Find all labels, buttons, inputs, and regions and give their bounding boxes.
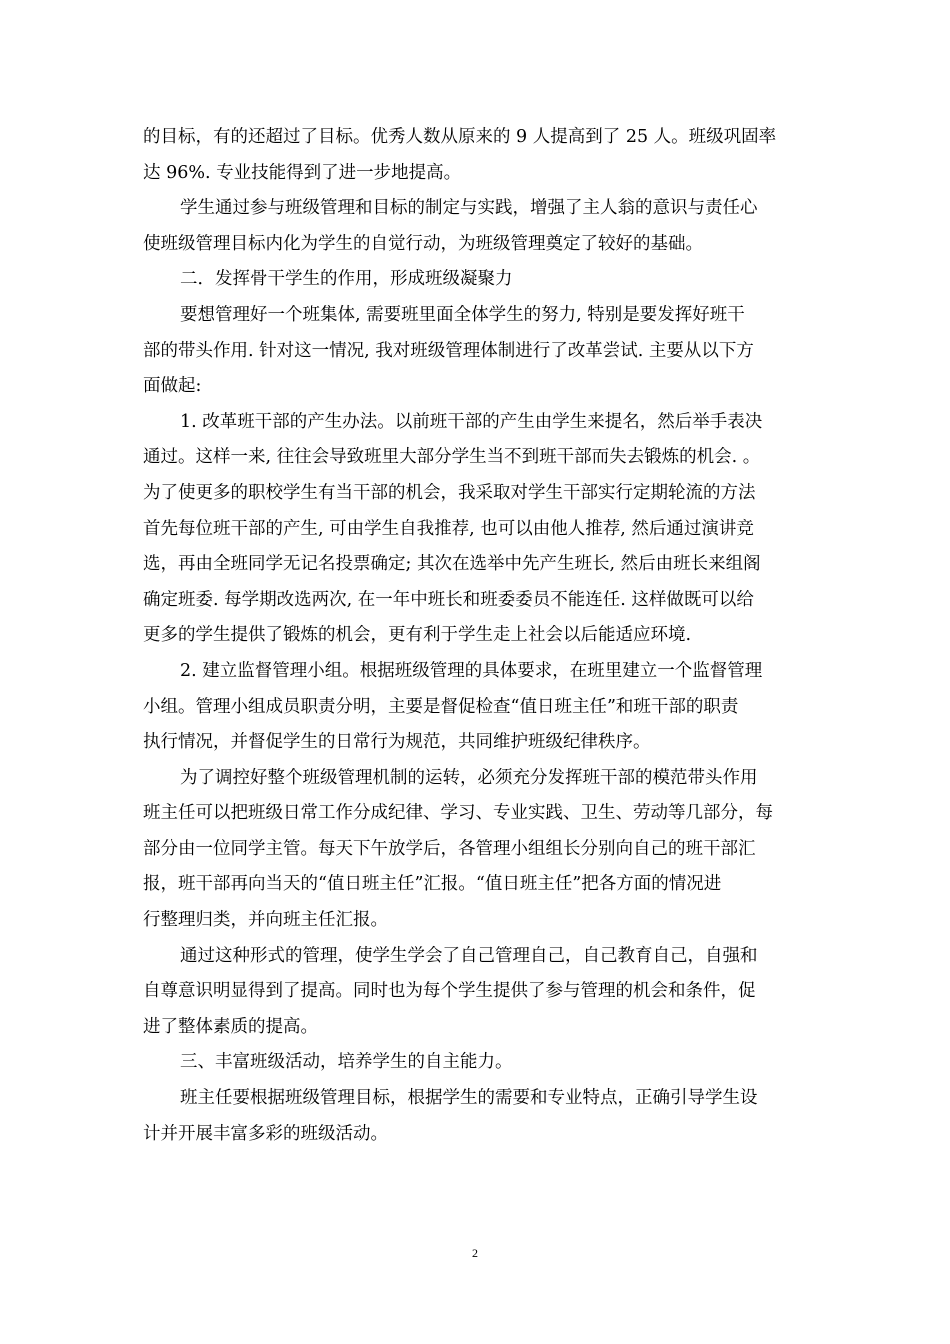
text-line: 行整理归类，并向班主任汇报。: [143, 910, 388, 931]
text-line: 进了整体素质的提高。: [143, 1016, 318, 1037]
text-line: 自尊意识明显得到了提高。同时也为每个学生提供了参与管理的机会和条件，促: [143, 981, 756, 1002]
text-line: 通过。这样一来, 往往会导致班里大部分学生当不到班干部而失去锻炼的机会. 。: [143, 447, 761, 468]
text-line: 部的带头作用. 针对这一情况, 我对班级管理体制进行了改革尝试. 主要从以下方: [143, 340, 754, 361]
text-line: 执行情况，并督促学生的日常行为规范，共同维护班级纪律秩序。: [143, 732, 651, 753]
text-line: 班主任要根据班级管理目标，根据学生的需要和专业特点，正确引导学生设: [180, 1088, 758, 1109]
text-line: 为了调控好整个班级管理机制的运转，必须充分发挥班干部的模范带头作用: [180, 767, 758, 788]
text-line: 二．发挥骨干学生的作用，形成班级凝聚力: [180, 269, 513, 290]
text-line: 报，班干部再向当天的“值日班主任”汇报。“值日班主任”把各方面的情况进: [143, 874, 722, 895]
text-line: 1. 改革班干部的产生办法。以前班干部的产生由学生来提名，然后举手表决: [180, 411, 763, 432]
text-line: 确定班委. 每学期改选两次, 在一年中班长和班委委员不能连任. 这样做既可以给: [143, 589, 754, 610]
text-line: 达 96%. 专业技能得到了进一步地提高。: [143, 162, 462, 183]
text-line: 三、丰富班级活动，培养学生的自主能力。: [180, 1052, 513, 1073]
text-line: 2. 建立监督管理小组。根据班级管理的具体要求，在班里建立一个监督管理: [180, 660, 763, 681]
text-line: 计并开展丰富多彩的班级活动。: [143, 1123, 388, 1144]
text-line: 部分由一位同学主管。每天下午放学后，各管理小组组长分别向自己的班干部汇: [143, 838, 756, 859]
text-line: 的目标，有的还超过了目标。优秀人数从原来的 9 人提高到了 25 人。班级巩固率: [143, 127, 777, 147]
document-body: [143, 120, 809, 1152]
text-line: 学生通过参与班级管理和目标的制定与实践，增强了主人翁的意识与责任心: [180, 198, 758, 219]
text-line: 为了使更多的职校学生有当干部的机会，我采取对学生干部实行定期轮流的方法: [143, 482, 756, 503]
text-line: 选，再由全班同学无记名投票确定; 其次在选举中先产生班长, 然后由班长来组阁: [143, 554, 761, 575]
text-line: 更多的学生提供了锻炼的机会，更有利于学生走上社会以后能适应环境.: [143, 625, 692, 646]
text-line: 要想管理好一个班集体, 需要班里面全体学生的努力, 特别是要发挥好班干: [180, 304, 745, 325]
text-line: 面做起:: [143, 376, 202, 397]
text-line: 首先每位班干部的产生, 可由学生自我推荐, 也可以由他人推荐, 然后通过演讲竞: [143, 518, 754, 539]
text-line: 通过这种形式的管理，使学生学会了自己管理自己，自己教育自己，自强和: [180, 945, 758, 966]
text-line: 小组。管理小组成员职责分明，主要是督促检查“值日班主任”和班干部的职责: [143, 696, 739, 717]
text-line: 使班级管理目标内化为学生的自觉行动，为班级管理奠定了较好的基础。: [143, 233, 703, 254]
text-line: 班主任可以把班级日常工作分成纪律、学习、专业实践、卫生、劳动等几部分，每: [143, 803, 773, 824]
page-number: 2: [472, 1246, 478, 1260]
